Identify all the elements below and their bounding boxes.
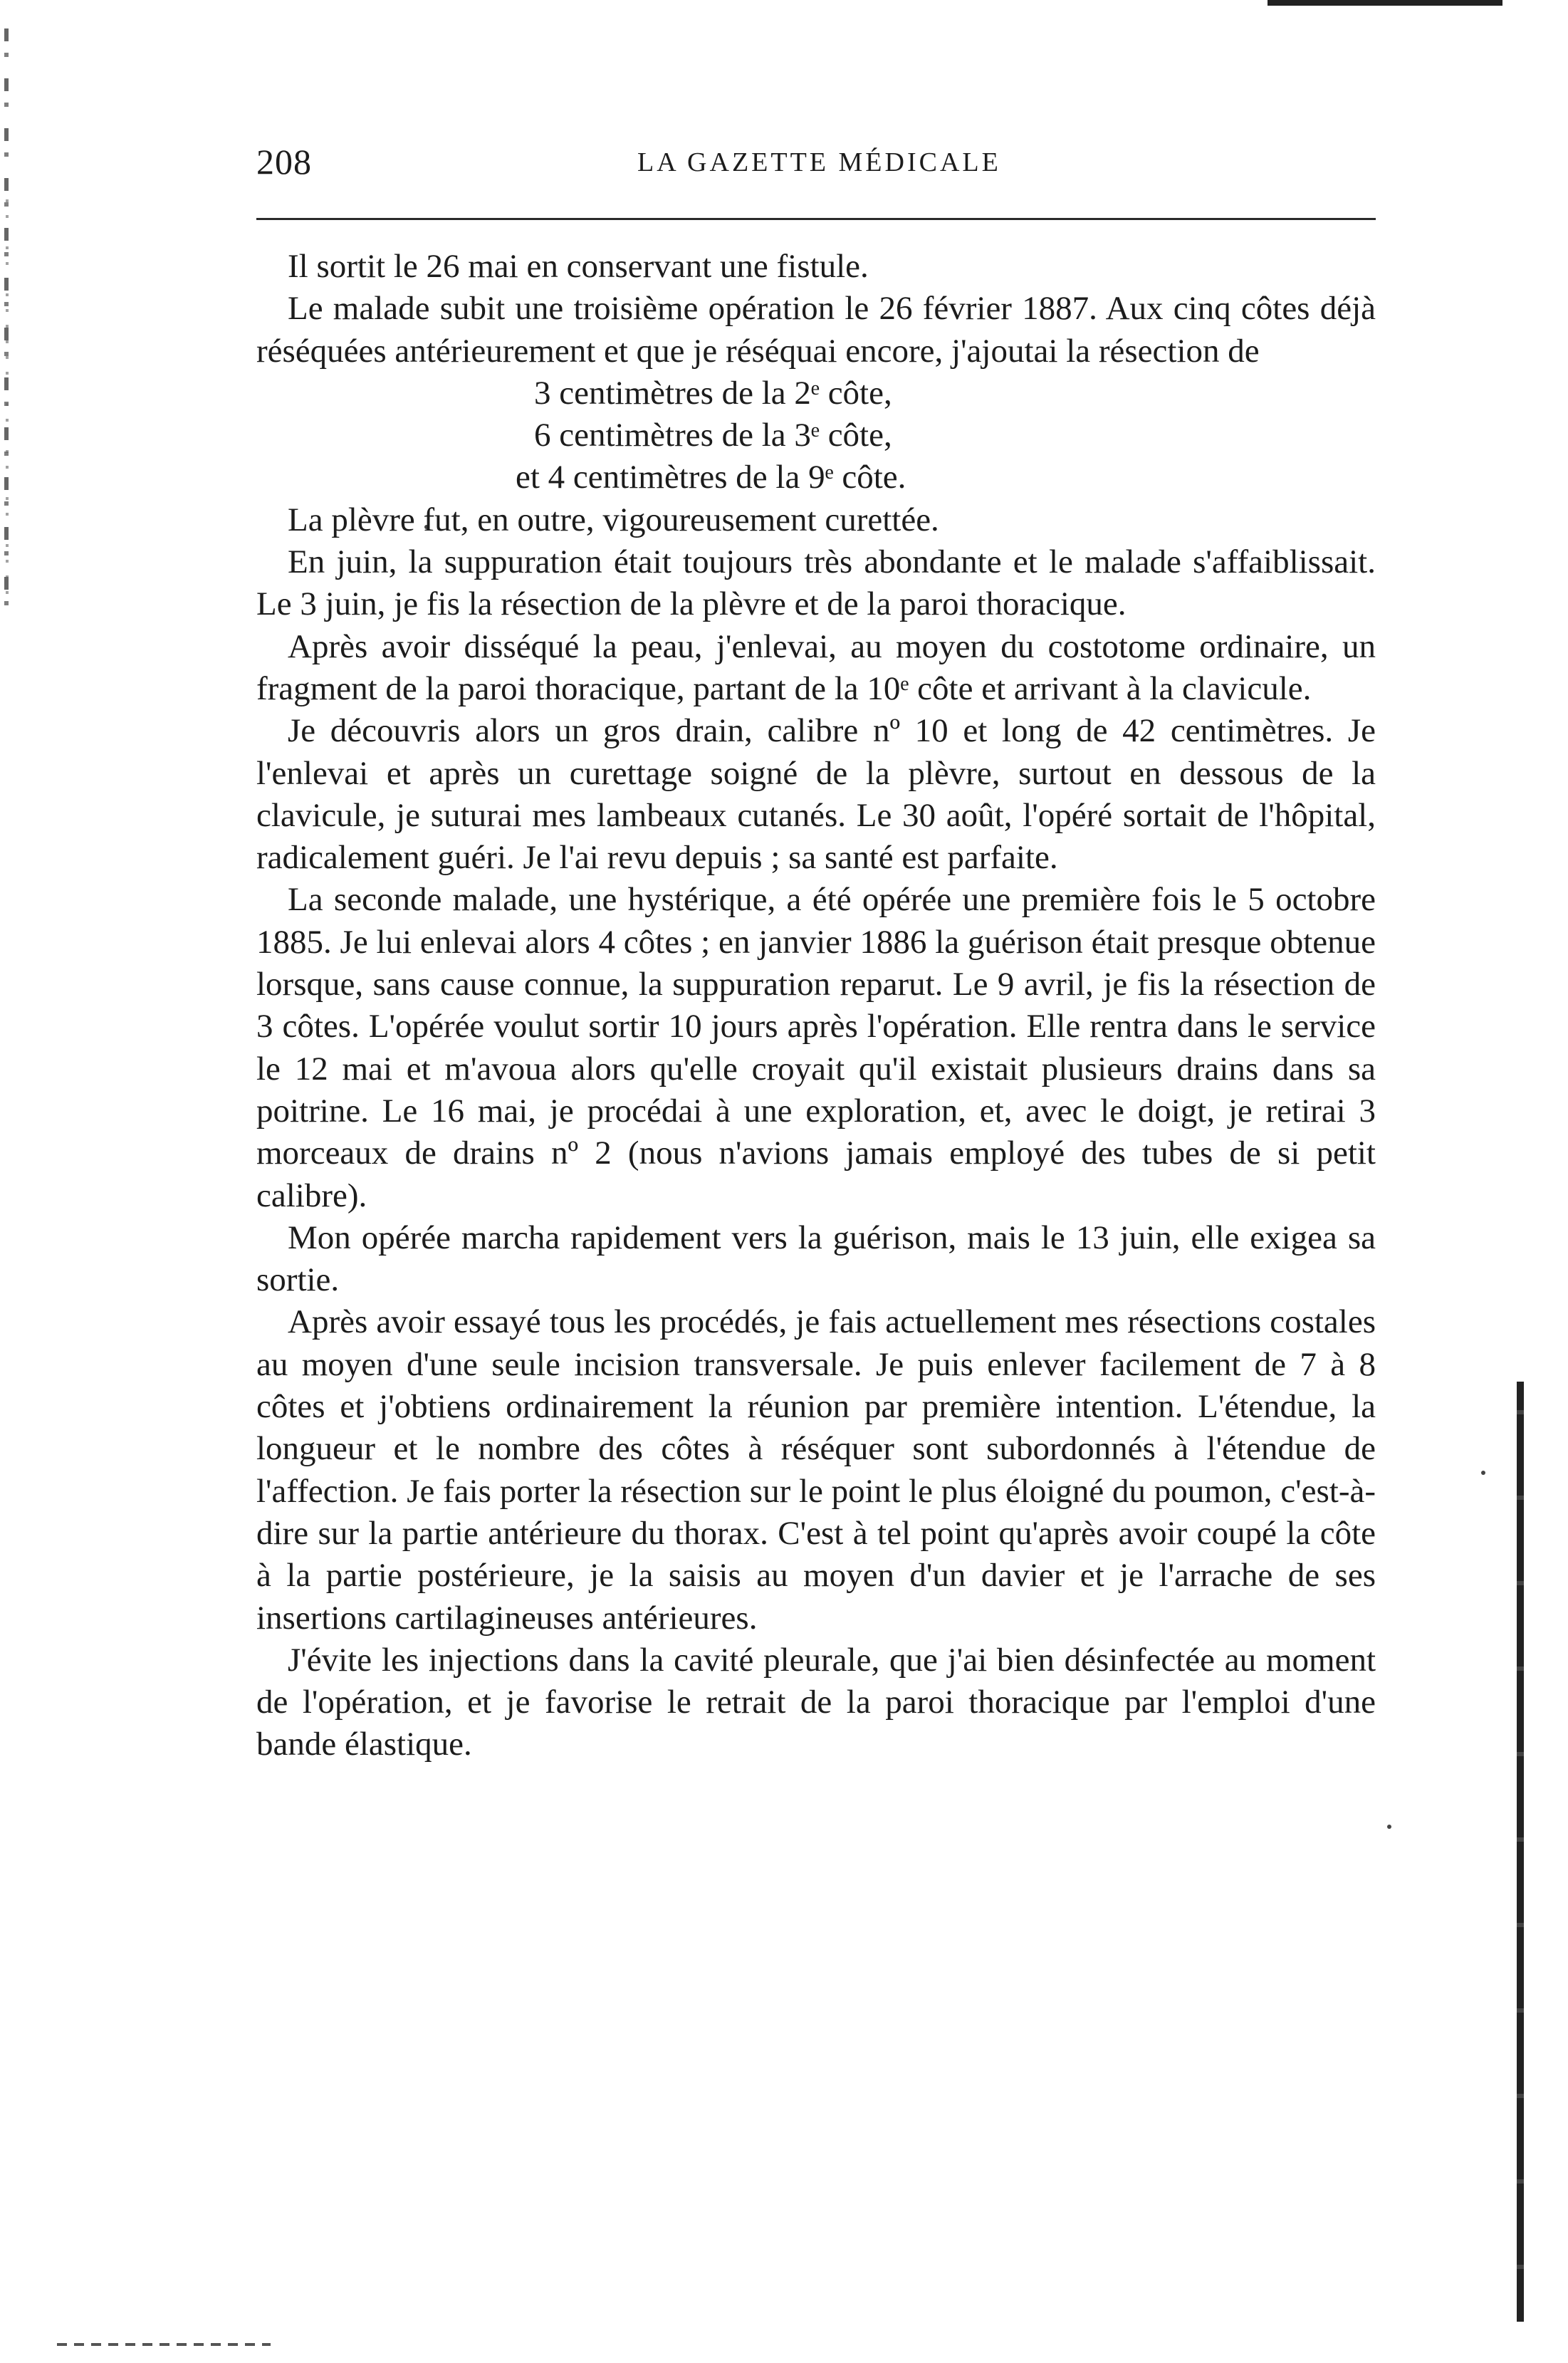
paragraph: Le malade subit une troisième opération le 26 février 1887. Aux cinq côtes déjà réséquées antérieurement et que je réséquai encore, j'ajoutai la résection de <box>256 290 1376 370</box>
paragraph: La seconde malade, une hystérique, a été opérée une première fois le 5 octobre 1885. Je lui enlevai alors 4 côtes ; en janvier 1886 la guérison était presque obtenue lorsque, sans cause connue, la suppuration reparut. Le 9 avril, je fis la résection de 3 côtes. L'opérée voulut sortir 10 jours après l'opération. Elle rentra dans le service le 12 mai et m'avoua alors qu'elle croyait qu'il existait plusieurs drains dans sa poitrine. Le 16 mai, je procédai à une exploration, et, avec le doigt, je retirai 3 morceaux de drains nº 2 (nous n'avions jamais employé des tubes de si petit calibre). <box>256 881 1376 1214</box>
running-head: LA GAZETTE MÉDICALE <box>637 147 1001 177</box>
stray-mark <box>1387 1825 1391 1829</box>
paragraph: Après avoir essayé tous les procédés, je fais actuellement mes résections costales au moyen d'une seule incision transversale. Je puis enlever facilement de 7 à 8 côtes et j'obtiens ordinairement la réunion par première intention. L'étendue, la longueur et le nombre des côtes à réséquer sont subordonnés à l'étendue de l'affection. Je fais porter la résection sur le point le plus éloigné du poumon, c'est-à-dire sur la partie antérieure du thorax. C'est à tel point qu'après avoir coupé la côte à la partie postérieure, je la saisis au moyen d'un davier et je l'arrache de ses insertions cartilagineuses antérieures. <box>256 1303 1376 1637</box>
paragraph: Après avoir disséqué la peau, j'enlevai, au moyen du costotome ordinaire, un fragment de la paroi thoracique, partant de la 10ᵉ côte et arrivant à la clavicule. <box>256 627 1376 707</box>
list-item: et 4 centimètres de la 9ᵉ côte. <box>516 459 906 496</box>
paragraph: Il sortit le 26 mai en conservant une fistule. <box>288 248 869 285</box>
paragraph: Mon opérée marcha rapidement vers la guérison, mais le 13 juin, elle exigea sa sortie. <box>256 1219 1376 1299</box>
page-number: 208 <box>256 142 312 182</box>
scan-edge-bottom <box>57 2343 271 2346</box>
body-text <box>256 246 1376 1766</box>
list-item: 6 centimètres de la 3ᵉ côte, <box>534 417 892 454</box>
scan-edge-right <box>1517 1382 1524 2322</box>
stray-mark <box>1481 1471 1485 1475</box>
list-item: 3 centimètres de la 2ᵉ côte, <box>534 374 892 412</box>
scan-edge-left-dots <box>6 199 9 598</box>
paragraph: En juin, la suppuration était toujours très abondante et le malade s'affaiblissait. Le 3 juin, je fis la résection de la plèvre et de la paroi thoracique. <box>256 543 1376 623</box>
paragraph: Je découvris alors un gros drain, calibre nº 10 et long de 42 centimètres. Je l'enlevai et après un curettage soigné de la plèvre, surtout en dessous de la clavicule, je suturai mes lambeaux cutanés. Le 30 août, l'opéré sortait de l'hôpital, radicalement guéri. Je l'ai revu depuis ; sa santé est parfaite. <box>256 712 1376 877</box>
header-rule <box>256 218 1376 220</box>
rib-resection-list <box>256 372 1376 499</box>
paragraph: J'évite les injections dans la cavité pleurale, que j'ai bien désinfectée au moment de l'opération, et je favorise le retrait de la paroi thoracique par l'emploi d'une bande élastique. <box>256 1641 1376 1763</box>
scan-edge-top <box>1268 0 1502 6</box>
paragraph: La plèvre fut, en outre, vigoureusement curettée. <box>288 501 939 538</box>
